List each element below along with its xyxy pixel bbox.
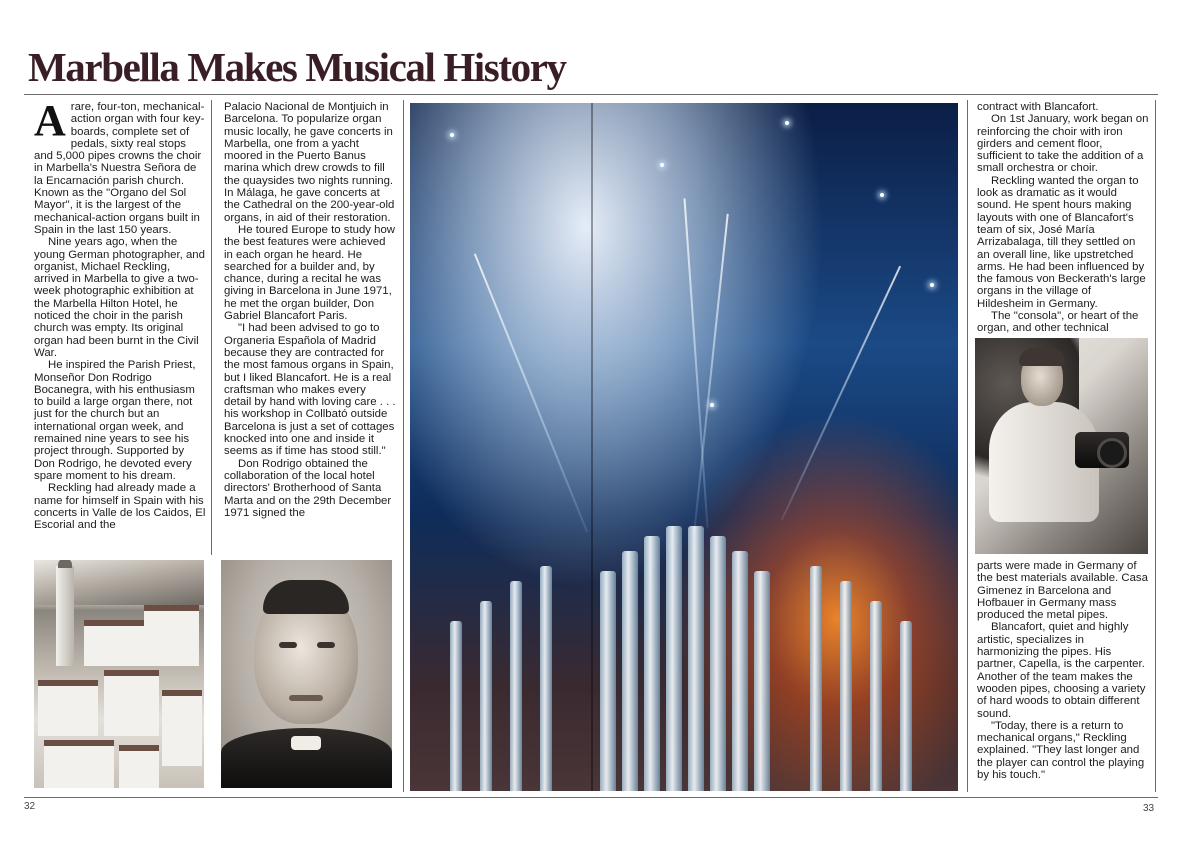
mouth — [289, 695, 323, 701]
lens-icon — [1097, 438, 1127, 468]
organ-pipe — [870, 601, 882, 791]
organ-pipe — [666, 526, 682, 791]
light-ray — [781, 266, 901, 521]
house — [104, 670, 159, 736]
collar — [291, 736, 321, 750]
organ-pipe — [840, 581, 852, 791]
star — [930, 283, 934, 287]
organ-pipe — [710, 536, 726, 791]
paragraph: Palacio Nacional de Montjuich in Barcelona. To popularize organ music locally, he gave concerts in Marbella, one from a yacht moored in the Puerto Banus marina which drew crowds to fill the quaysides two nights running. In Málaga, he gave concerts at the Cathedral on the 200-year-old organs, in aid of their restoration. — [224, 101, 395, 224]
page-fold — [591, 103, 593, 791]
paragraph: Reckling had already made a name for himself in Spain with his concerts in Valle de los Caidos, El Escorial and the — [34, 482, 206, 532]
star — [660, 163, 664, 167]
house — [162, 690, 202, 766]
paragraph: Reckling wanted the organ to look as dramatic as it would sound. He spent hours making layouts with one of Blancafort's team of six, José María Arrizabalaga, till they settled on an overall line, like upstretched arms. He had been influenced by the famous von Beckerath's large organs in the village of Hildesheim in Germany. — [977, 174, 1146, 310]
hair — [1019, 348, 1065, 366]
house — [44, 740, 114, 788]
organ-pipe — [754, 571, 770, 791]
paragraph: parts were made in Germany of the best materials available. Casa Gimenez in Barcelona and Hofbauer in Germany mass produced the metal pipes. — [977, 560, 1148, 622]
house — [119, 745, 159, 788]
eye — [279, 642, 297, 648]
organ-pipe — [510, 581, 522, 791]
paragraph: He inspired the Parish Priest, Monseñor Don Rodrigo Bocanegra, with his enthusiasm to build a large organ there, not just for the church but an international organ week, and remained nine years to see his project through. Supported by Don Rodrigo, he devoted every spare moment to his dream. — [34, 359, 196, 482]
paragraph: Blancafort, quiet and highly artistic, specializes in harmonizing the pipes. His partner, Capella, is the carpenter. Another of the team makes the wooden pipes, choosing a variety of hard woods to obtain different sound. — [977, 621, 1146, 720]
paragraph: He toured Europe to study how the best features were achieved in each organ he heard. He searched for a builder and, by chance, during a recital he was giving in Barcelona in June 1971, he met the organ builder, Don Gabriel Blancafort Paris. — [224, 223, 396, 323]
column-2 — [224, 101, 396, 519]
light-ray — [683, 198, 708, 527]
column-divider-4 — [1155, 100, 1156, 792]
organ-illustration — [410, 103, 958, 791]
house — [38, 680, 98, 736]
paragraph: "Today, there is a return to mechanical organs," Reckling explained. "They last longer and the player can control the playing by his touch." — [977, 719, 1145, 782]
column-divider-3 — [967, 100, 968, 792]
eye — [317, 642, 335, 648]
paragraph: Don Rodrigo obtained the collaboration of the local hotel directors' Brotherhood of Santa Marta and on the 29th December 1971 signed the — [224, 457, 392, 519]
skullcap — [263, 580, 349, 614]
drop-cap: A — [34, 96, 66, 145]
organ-pipe — [540, 566, 552, 791]
organ-pipe — [622, 551, 638, 791]
column-3-bottom — [977, 560, 1149, 781]
column-3-top — [977, 101, 1149, 335]
church-tower — [56, 566, 74, 666]
page-number-left: 32 — [24, 801, 36, 812]
paragraph: Nine years ago, when the young German photographer, and organist, Michael Reckling, arrived in Marbella to give a two-week photographic exhibition at the Marbella Hilton Hotel, he noticed the choir in the parish church was empty. Its original organ had been burnt in the Civil War. — [34, 236, 205, 359]
star — [450, 133, 454, 137]
organ-pipe — [644, 536, 660, 791]
paragraph: "I had been advised to go to Organeria Española of Madrid because they are contracted for the most famous organs in Spain, but I liked Blancafort. He is a real craftsman who makes every detail by hand with loving care . . . his workshop in Collbató outside Barcelona is just a set of cottages knocked into one and inside it seems as if time has stood still." — [224, 322, 396, 458]
bottom-rule — [24, 797, 1158, 798]
star — [710, 403, 714, 407]
top-rule — [24, 94, 1158, 95]
organ-pipe — [480, 601, 492, 791]
marbella-town-photo — [34, 560, 204, 788]
column-divider-2 — [403, 100, 404, 792]
star — [880, 193, 884, 197]
organ-pipe — [450, 621, 462, 791]
priest-portrait-photo — [221, 560, 392, 788]
column-divider-1 — [211, 100, 212, 555]
light-ray — [474, 254, 588, 533]
paragraph: contract with Blancafort. — [977, 101, 1099, 113]
star — [785, 121, 789, 125]
photographer-photo — [975, 338, 1148, 554]
light-ray — [693, 214, 728, 532]
page-number-right: 33 — [1143, 803, 1155, 814]
organ-pipe — [688, 526, 704, 791]
paragraph: The "consola", or heart of the organ, and other technical — [977, 310, 1139, 335]
paragraph: On 1st January, work began on reinforcing the choir with iron girders and cement floor, sufficient to take the addition of a small orchestra or choir. — [977, 113, 1149, 175]
house — [144, 605, 199, 666]
organ-pipe — [900, 621, 912, 791]
organ-pipe — [732, 551, 748, 791]
column-1 — [34, 96, 206, 532]
article-title: Marbella Makes Musical History — [28, 44, 566, 90]
organ-pipe — [600, 571, 616, 791]
paragraph: rare, four-ton, mechanical-action organ with four key-boards, complete set of pedals, sixty real stops and 5,000 pipes crowns the choir in Marbella's Nuestra Señora de la Encarnación parish church. Known as the "Organo del Sol Mayor", it is the largest of the mechanical-action organs built in Spain in the last 150 years. — [34, 101, 205, 236]
organ-pipe — [810, 566, 822, 791]
